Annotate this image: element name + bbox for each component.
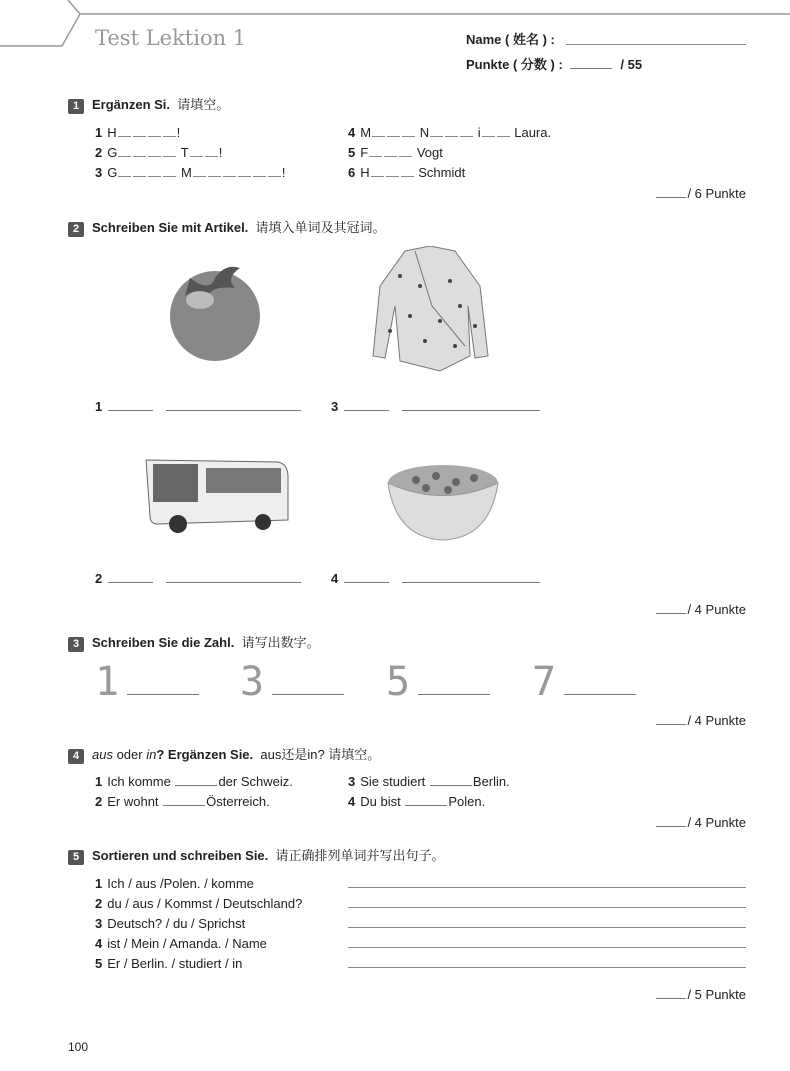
points-label: Punkte ( 分数 ) : / 55 xyxy=(466,57,643,72)
points-field[interactable] xyxy=(570,57,612,69)
answer-line[interactable] xyxy=(348,907,746,908)
exercise-item: 5 Er / Berlin. / studiert / in xyxy=(95,956,243,971)
number-1: 1 xyxy=(95,662,200,702)
exercise-item: 2 G T ! xyxy=(95,145,223,160)
exercise-item: 1 H ! xyxy=(95,125,181,140)
answer-line[interactable] xyxy=(348,967,746,968)
number-5: 5 xyxy=(386,662,491,702)
cereal-bowl-image xyxy=(386,458,501,543)
section-5-points: / 5 Punkte xyxy=(655,987,746,1002)
section-4-heading: 4 aus oder in? Ergänzen Sie. aus还是in? 请填空。 xyxy=(68,744,380,764)
exercise-item: 2 Er wohnt Österreich. xyxy=(95,794,270,809)
exercise-item: 6 H Schmidt xyxy=(348,165,466,180)
name-label: Name ( 姓名 ) : xyxy=(466,32,555,47)
tomato-image xyxy=(160,258,270,363)
exercise-item: 5 F Vogt xyxy=(348,145,443,160)
section-1-heading: 1 Ergänzen Si. 请填空。 xyxy=(68,94,229,114)
section-3-points: / 4 Punkte xyxy=(655,713,746,728)
exercise-item: 2 du / aus / Kommst / Deutschland? xyxy=(95,896,303,911)
exercise-item: 3 Sie studiert Berlin. xyxy=(348,774,510,789)
exercise-item: 3 G M ! xyxy=(95,165,286,180)
section-4-points: / 4 Punkte xyxy=(655,815,746,830)
answer-line[interactable] xyxy=(348,887,746,888)
section-2-points: / 4 Punkte xyxy=(655,602,746,617)
number-7: 7 xyxy=(532,662,637,702)
answer-line[interactable] xyxy=(348,947,746,948)
answer-line[interactable] xyxy=(348,927,746,928)
section-1-points: / 6 Punkte xyxy=(655,186,746,201)
exercise-item: 3 Deutsch? / du / Sprichst xyxy=(95,916,246,931)
number-3: 3 xyxy=(240,662,345,702)
name-field[interactable] xyxy=(566,44,746,45)
blouse-image xyxy=(370,246,490,374)
exercise-item: 4 M N i Laura. xyxy=(348,125,552,140)
answer-row-4: 4 xyxy=(331,571,541,587)
exercise-item: 4 Du bist Polen. xyxy=(348,794,486,809)
page-title: Test Lektion 1 xyxy=(95,26,247,50)
page-number: 100 xyxy=(68,1040,89,1054)
exercise-item: 1 Ich / aus /Polen. / komme xyxy=(95,876,254,891)
section-3-heading: 3 Schreiben Sie die Zahl. 请写出数字。 xyxy=(68,632,320,652)
exercise-item: 1 Ich komme der Schweiz. xyxy=(95,774,293,789)
answer-row-3: 3 xyxy=(331,399,541,415)
answer-row-2: 2 xyxy=(95,571,302,587)
bus-image xyxy=(138,452,293,542)
exercise-item: 4 ist / Mein / Amanda. / Name xyxy=(95,936,267,951)
answer-row-1: 1 xyxy=(95,399,302,415)
section-2-heading: 2 Schreiben Sie mit Artikel. 请填入单词及其冠词。 xyxy=(68,217,386,237)
section-5-heading: 5 Sortieren und schreiben Sie. 请正确排列单词并写出句子。 xyxy=(68,845,445,865)
